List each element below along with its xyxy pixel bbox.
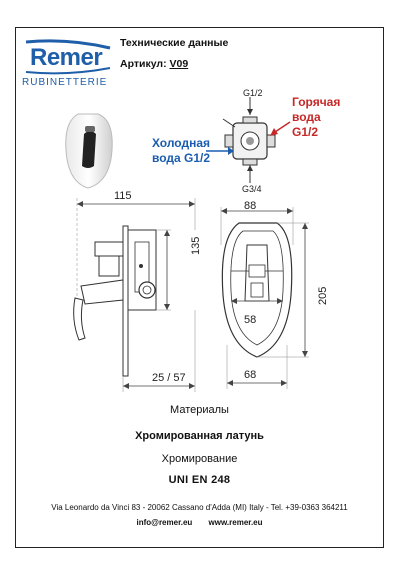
logo-text: Remer bbox=[30, 44, 103, 71]
dimension-plate-height: 205 bbox=[317, 286, 329, 305]
dimension-base-width: 68 bbox=[244, 369, 257, 381]
dimension-height-side: 135 bbox=[190, 236, 202, 255]
article-line bbox=[120, 58, 188, 70]
product-photo bbox=[58, 110, 118, 190]
hot-water-arrow bbox=[268, 118, 292, 138]
cold-water-label: Холодная вода G1/2 bbox=[151, 136, 210, 165]
dimension-depth-total: 115 bbox=[114, 190, 132, 202]
article-label: Артикул: bbox=[120, 58, 167, 70]
material-finish: Хромирование bbox=[161, 453, 238, 465]
page-title: Технические данные bbox=[120, 37, 229, 49]
dimension-handle-width: 58 bbox=[244, 314, 257, 326]
materials-title: Материалы bbox=[170, 404, 229, 416]
connection-bottom-label: G3/4 bbox=[242, 184, 262, 194]
dimension-plate-width: 88 bbox=[244, 200, 257, 212]
email-link[interactable]: info@remer.eu bbox=[136, 518, 193, 527]
side-view-drawing bbox=[55, 190, 205, 400]
company-contacts bbox=[15, 518, 384, 527]
cold-water-arrow bbox=[204, 144, 236, 158]
company-address: Via Leonardo da Vinci 83 - 20062 Cassano d'Adda (MI) Italy - Tel. +39-0363 364211 bbox=[51, 503, 348, 512]
dimension-depth-range: 25 / 57 bbox=[152, 372, 186, 384]
front-view-drawing bbox=[205, 205, 325, 395]
valve-connections-diagram bbox=[215, 95, 285, 185]
website-link[interactable]: www.remer.eu bbox=[208, 518, 263, 527]
connection-top-label: G1/2 bbox=[243, 88, 263, 98]
hot-water-label: Горячая вода G1/2 bbox=[292, 95, 341, 139]
material-standard: UNI EN 248 bbox=[168, 474, 231, 486]
logo-subtext: RUBINETTERIE bbox=[22, 77, 108, 88]
article-value: V09 bbox=[169, 58, 189, 70]
material-body: Хромированная латунь bbox=[135, 430, 264, 442]
